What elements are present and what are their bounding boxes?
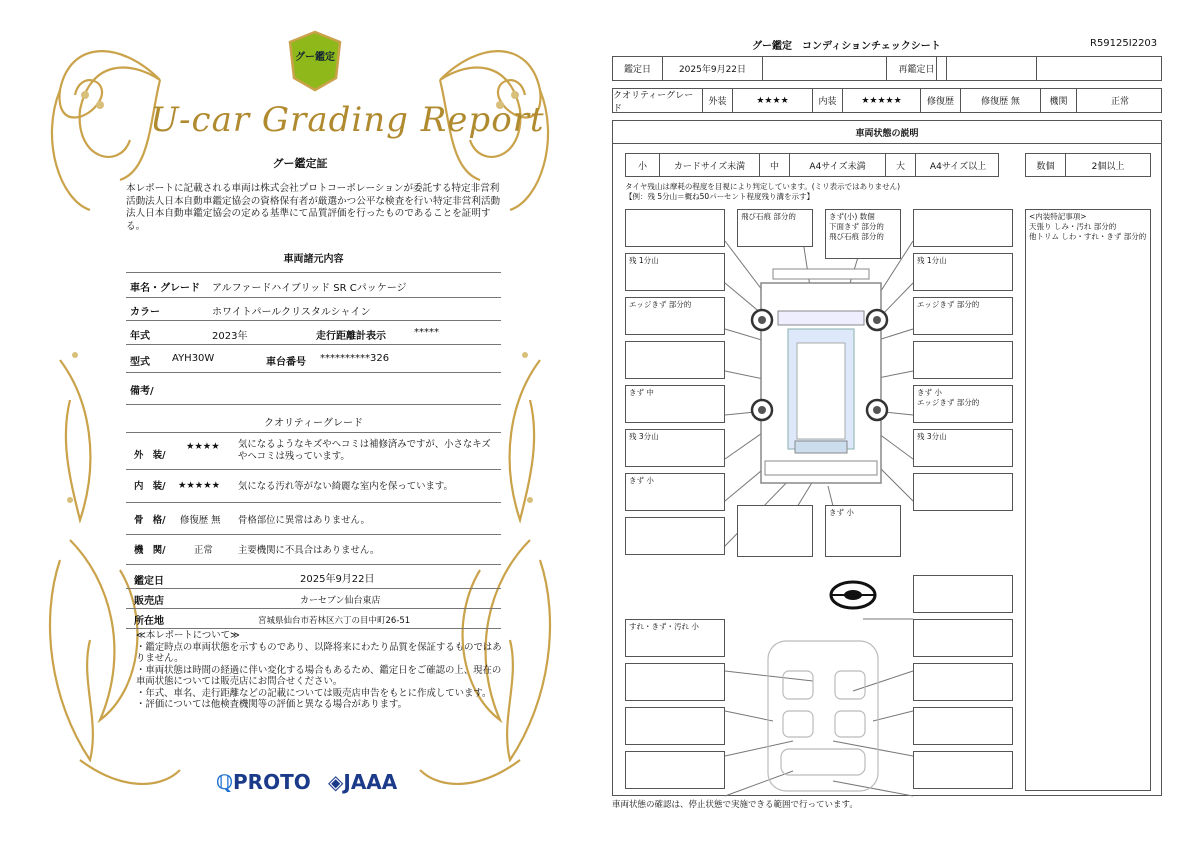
- spec-row-color: [126, 298, 501, 321]
- explain-header: 車両状態の説明: [613, 121, 1161, 144]
- date-label: 鑑定日: [613, 57, 663, 80]
- date-value: 2025年9月22日: [300, 574, 375, 585]
- interior-box-left: すれ・きず・汚れ 小: [625, 619, 725, 657]
- appraisal-date-row: [126, 568, 501, 589]
- spec-row-year: [126, 322, 501, 345]
- tire-rear-left: 残 3分山: [625, 429, 725, 467]
- date-table: [612, 56, 1162, 81]
- quality-row-engine: [126, 536, 501, 565]
- dealer-row: [126, 590, 501, 609]
- spec-value: 2023年: [212, 331, 248, 342]
- damage-box-left-mid: きず 中: [625, 385, 725, 423]
- note-item: ・鑑定時点の車両状態を示すものであり、以降将来にわたり品質を保証するものではありません。: [136, 641, 502, 664]
- interior-note: 他トリム しわ・すれ・きず 部分的: [1029, 232, 1147, 241]
- frame-value: 修復歴 無: [180, 515, 221, 526]
- ext-label: 外装: [703, 89, 733, 112]
- exterior-stars: ★★★★: [186, 441, 220, 452]
- spec-label: 車名・グレード: [130, 283, 200, 294]
- spec-label: 車台番号: [266, 357, 306, 368]
- spec-label: 年式: [130, 331, 150, 342]
- interior-seats-diagram: [768, 641, 878, 791]
- interior-stars: ★★★★★: [178, 480, 221, 491]
- damage-box-empty: [625, 209, 725, 247]
- interior-note: 天張り しみ・汚れ 部分的: [1029, 222, 1117, 231]
- count-value: 2個以上: [1091, 161, 1125, 172]
- damage-box-empty: [913, 341, 1013, 379]
- condition-frame: [612, 120, 1162, 796]
- sheet-footer: 車両状態の確認は、停止状態で実施できる範囲で行っています。: [612, 800, 858, 810]
- damage-box-empty: [625, 517, 725, 555]
- date-label: 鑑定日: [134, 576, 164, 587]
- legend-medium: 中: [760, 154, 790, 176]
- interior-box-empty: [625, 751, 725, 789]
- badge-text: グー鑑定: [295, 52, 335, 63]
- certificate-subtitle: グー鑑定証: [272, 157, 328, 170]
- address-row: [126, 610, 501, 629]
- quality-label: 内 装/: [134, 481, 166, 492]
- engine-label: 機関: [1041, 89, 1077, 112]
- damage-box-right-mid: きず 小 エッジきず 部分的: [913, 385, 1013, 423]
- repair-value: 修復歴 無: [961, 89, 1041, 112]
- steering-wheel-icon: [831, 582, 875, 608]
- sheet-ref: R59125I2203: [1090, 38, 1158, 49]
- tire-front-left: 残 1分山: [625, 253, 725, 291]
- spec-value: **********326: [320, 353, 390, 364]
- legend-small: 小: [626, 154, 660, 176]
- quality-text: 気になるようなキズやヘコミは補修済みですが、小さなキズやヘコミは残っています。: [238, 439, 491, 462]
- quality-row-exterior: [126, 432, 501, 470]
- note-item: ・車両状態は時間の経過に伴い変化する場合もあるため、鑑定日をご確認の上、現在の車両状態については販売店にお問合せください。: [136, 664, 502, 687]
- damage-box-empty: [913, 575, 1013, 613]
- spec-value: ホワイトパールクリスタルシャイン: [212, 307, 371, 318]
- interior-box-empty: [913, 751, 1013, 789]
- interior-notes-box: [1025, 209, 1151, 791]
- engine-value: 正常: [1110, 97, 1129, 107]
- note-item: ・評価については他検査機関等の評価と異なる場合があります。: [136, 699, 407, 710]
- spec-value: *****: [414, 327, 439, 338]
- sheet-title: グー鑑定 コンディションチェックシート: [752, 41, 941, 52]
- quality-header: クオリティーグレード: [264, 418, 363, 429]
- damage-box-empty: [625, 341, 725, 379]
- damage-box-right-edge: エッジきず 部分的: [913, 297, 1013, 335]
- spec-label: 備考/: [130, 386, 154, 397]
- notes-title: ≪本レポートについて≫: [136, 630, 240, 641]
- jaaa-logo: ◈JAAA: [328, 770, 398, 794]
- legend-small-desc: カードサイズ未満: [660, 154, 760, 176]
- grade-table: [612, 88, 1162, 113]
- tire-rear-right: 残 3分山: [913, 429, 1013, 467]
- report-notes: [136, 630, 506, 711]
- quality-label: 機 関/: [134, 545, 166, 556]
- spec-row-name: [126, 272, 501, 298]
- count-legend: [1025, 153, 1151, 177]
- interior-box-empty: [913, 663, 1013, 701]
- quality-label: 骨 格/: [134, 515, 166, 526]
- certificate-intro: 本レポートに記載される車両は株式会社プロトコーポレーションが委託する特定非営利活動法人日本自動車鑑定協会の資格保有者が厳選かつ公平な検査を行い特定非営利活動法人日本自動車鑑定協会の定める基準にて品質評価を行ったものであることを証明する。: [126, 183, 501, 232]
- address-value: 宮城県仙台市若林区六丁の目中町26-51: [258, 616, 411, 626]
- tire-note: タイヤ残山は摩耗の程度を目視により判定しています。(ミリ表示ではありません): [625, 182, 901, 191]
- legend-large-desc: A4サイズ以上: [929, 161, 987, 172]
- spec-value: アルファードハイブリッド SR Cパッケージ: [212, 283, 407, 294]
- damage-box-left-low: きず 小: [625, 473, 725, 511]
- size-legend: [625, 153, 999, 177]
- spec-row-model: [126, 346, 501, 373]
- spec-label: カラー: [130, 307, 160, 318]
- interior-notes-title: <内装特記事項>: [1029, 212, 1087, 221]
- interior-box-empty: [913, 707, 1013, 745]
- legend-large: 大: [886, 154, 916, 176]
- jaaa-mark-icon: ◈: [328, 770, 344, 794]
- dealer-value: カーセブン仙台東店: [300, 596, 381, 606]
- interior-box-empty: [625, 663, 725, 701]
- goo-kantei-badge: [288, 30, 342, 92]
- tire-note-example: 【例：残 5分山＝概ね50パーセント程度残り溝を示す】: [625, 192, 815, 201]
- damage-box-bottom-mid: きず 小: [825, 505, 901, 557]
- specs-header: 車両諸元内容: [283, 254, 344, 265]
- proto-logo: ℚPROTO: [216, 770, 311, 794]
- spec-value: AYH30W: [172, 353, 215, 364]
- address-label: 所在地: [134, 616, 164, 627]
- grade-label: クオリティーグレード: [613, 89, 703, 112]
- quality-text: 骨格部位に異常はありません。: [238, 515, 370, 526]
- spec-label: 型式: [130, 357, 150, 368]
- re-date-label: 再鑑定日: [887, 57, 947, 80]
- damage-box-top-mid1: 飛び石痕 部分的: [737, 209, 813, 247]
- interior-box-empty: [913, 619, 1013, 657]
- quality-text: 気になる汚れ等がない綺麗な室内を保っています。: [238, 481, 453, 492]
- condition-check-sheet: [600, 0, 1200, 848]
- damage-box-top-mid2: きず(小) 数個 下面きず 部分的 飛び石痕 部分的: [825, 209, 901, 259]
- dealer-label: 販売店: [134, 596, 164, 607]
- interior-box-empty: [625, 707, 725, 745]
- count-label: 数個: [1026, 154, 1066, 176]
- proto-mark-icon: ℚ: [216, 770, 234, 794]
- quality-row-interior: [126, 470, 501, 503]
- spec-label: 走行距離計表示: [316, 331, 386, 342]
- damage-box-left-edge: エッジきず 部分的: [625, 297, 725, 335]
- quality-row-frame: [126, 504, 501, 535]
- damage-box-empty: [913, 209, 1013, 247]
- repair-label: 修復歴: [921, 89, 961, 112]
- quality-text: 主要機関に不具合はありません。: [238, 545, 380, 556]
- quality-label: 外 装/: [134, 450, 166, 461]
- engine-value: 正常: [194, 545, 213, 556]
- note-item: ・年式、車名、走行距離などの記載については販売店申告をもとに作成しています。: [136, 687, 492, 699]
- tire-front-right: 残 1分山: [913, 253, 1013, 291]
- date-value: 2025年9月22日: [663, 57, 763, 80]
- ext-value: ★★★★: [733, 89, 813, 112]
- int-label: 内装: [813, 89, 843, 112]
- report-title: U-car Grading Report: [150, 100, 545, 140]
- spec-row-remarks: [126, 374, 501, 405]
- int-value: ★★★★★: [843, 89, 921, 112]
- legend-medium-desc: A4サイズ未満: [790, 154, 886, 176]
- damage-box-empty: [737, 505, 813, 557]
- damage-box-empty: [913, 473, 1013, 511]
